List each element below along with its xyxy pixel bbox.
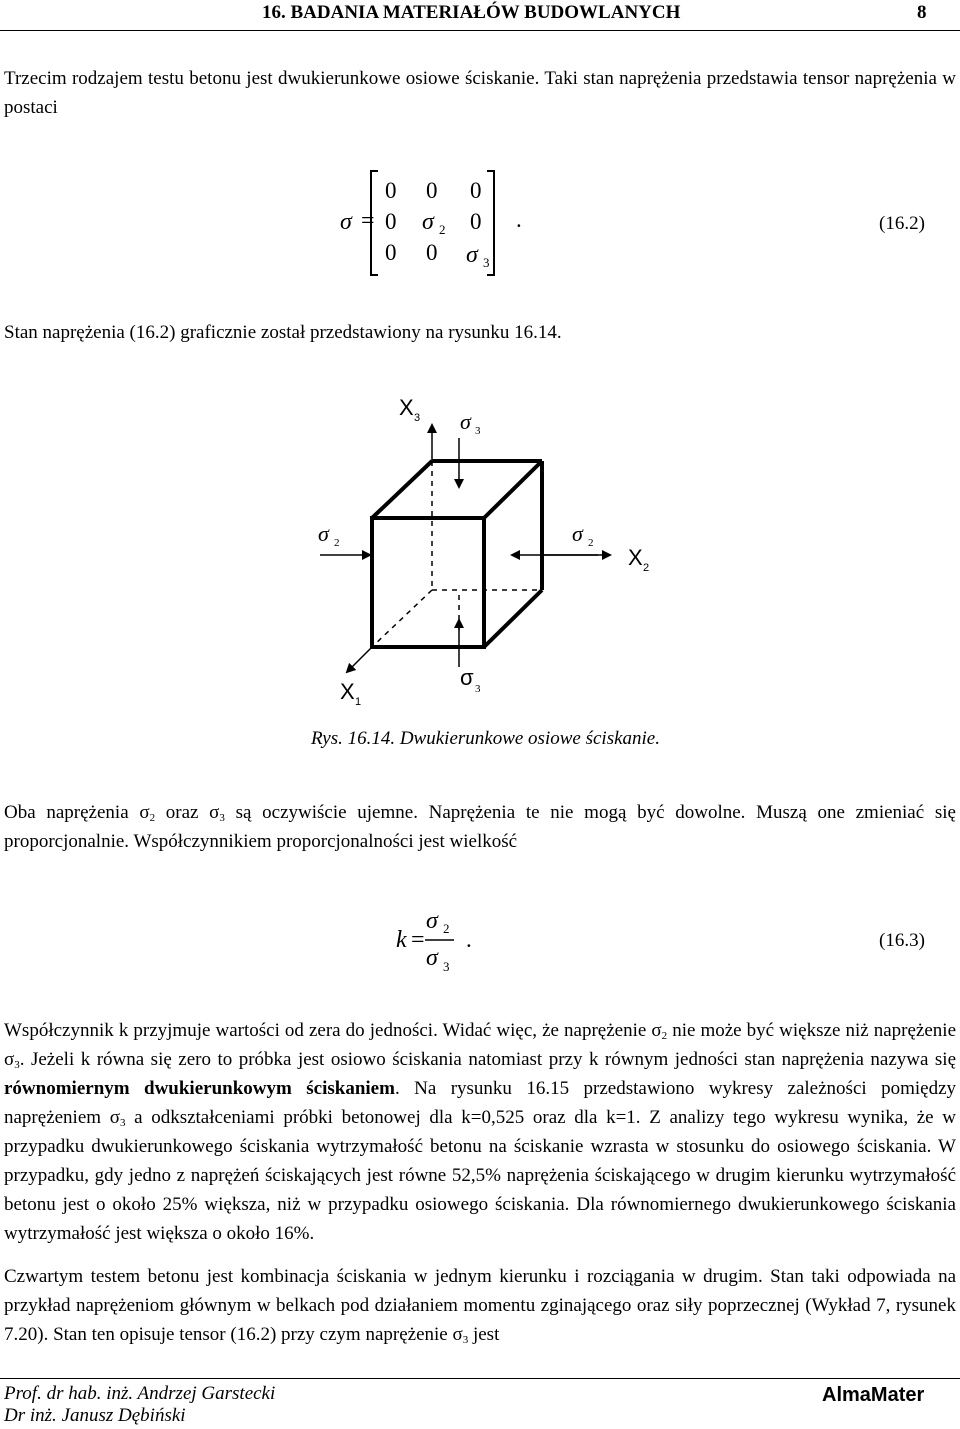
header-rule [0,30,960,31]
axis-x2-subscript: 2 [643,562,650,574]
intro-paragraph: Trzecim rodzajem testu betonu jest dwukierunkowe osiowe ściskanie. Taki stan naprężenia przedstawia tensor naprężenia w postaci [4,68,956,118]
k-lhs: k [396,927,407,953]
cube-front-face [372,518,484,647]
cube-visible-edges [372,461,542,647]
sigma2-left-subscript: 2 [334,537,340,549]
axis-x2-label: X [628,545,643,570]
chapter-title: 16. BADANIA MATERIAŁÓW BUDOWLANYCH [262,2,681,23]
footer-author-1: Prof. dr hab. inż. Andrzej Garstecki [4,1383,276,1404]
axis-x1 [347,647,372,672]
matrix-cell: 0 [426,240,438,265]
sigma3-top-label: σ [460,409,471,434]
subscript: 2 [439,222,446,237]
k-equation [390,905,530,985]
denominator-sigma: σ [426,945,438,971]
tensor-equation [330,168,530,280]
footer-rule [0,1378,960,1379]
sigma2-right-subscript: 2 [588,537,594,549]
sigma3-top-subscript: 3 [475,425,481,437]
equation-number: (16.3) [879,930,925,951]
axis-x1-label: X [340,679,355,704]
czwartym-paragraph: Czwartym testem betonu jest kombinacja ściskania w jednym kierunku i rozciągania w drugim. Stan taki odpowiada na przykład naprężeniom głównym w belkach pod działaniem momentu zginającego oraz siły poprzecznej (Wykład 7, rysunek 7.20). Stan ten opisuje tensor (16.2) przy czym naprężenie $\sigma_3$ jest [4,1266,956,1346]
equation-number: (16.2) [879,213,925,234]
equals-sign: = [361,208,375,234]
matrix-cell: 0 [385,240,397,265]
numerator-sigma: σ [426,908,438,934]
page-number: 8 [917,2,927,23]
hidden-edges [372,461,542,647]
footer-brand: AlmaMater [822,1384,925,1406]
cube-stress-diagram [300,385,660,715]
matrix-cell: 0 [385,209,397,234]
matrix-cell-sigma2: σ [422,209,434,235]
equation-period: . [516,207,522,232]
numerator-subscript: 2 [443,921,450,936]
matrix-cell-sigma3: σ [466,242,478,268]
subscript: 3 [483,255,490,270]
matrix-cell: 0 [385,178,397,203]
axis-x1-subscript: 1 [355,696,362,708]
equation-period: . [466,927,472,952]
equals-sign: = [411,927,425,953]
sigma3-bottom-subscript: 3 [475,683,481,695]
denominator-subscript: 3 [443,959,450,974]
figure-caption: Rys. 16.14. Dwukierunkowe osiowe ściskanie. [311,728,660,749]
sigma-lhs: σ [340,209,352,235]
oba-paragraph: Oba naprężenia $\sigma_2$ oraz $\sigma_3$ są oczywiście ujemne. Naprężenia te nie mogą być dowolne. Muszą one zmieniać się proporcjonalnie. Współczynnikiem proporcjonalności jest wielkość [4,802,956,852]
k-paragraph: Współczynnik k przyjmuje wartości od zera do jedności. Widać więc, że naprężenie $\sigma_2$ nie może być większe niż naprężenie $\sigma_3$. Jeżeli k równa się zero to próbka jest osiowo ściskania natomiast przy k równym jedności stan naprężenia nazywa się równomiernym dwukierunkowym ściskaniem. Na rysunku 16.15 przedstawiono wykresy zależności pomiędzy naprężeniem $\sigma_3$ a odkształceniami próbki betonowej dla k=0,525 oraz dla k=1. Z analizy tego wykresu wynika, że w przypadku dwukierunkowego ściskania wytrzymałość betonu na ściskanie wzrasta w stosunku do osiowego ściskania. W przypadku, gdy jedno z naprężeń ściskających jest równe 52,5% naprężenia ściskającego w drugim kierunku wytrzymałość betonu jest o około 25% większa, niż w przypadku osiowego ściskania. Dla równomiernego dwukierunkowego ściskania wytrzymałość jest większa o około 16%. [4,1020,957,1244]
matrix-cell: 0 [470,209,482,234]
matrix-cell: 0 [426,178,438,203]
axis-x3-label: X [399,395,414,420]
axis-x3-subscript: 3 [414,412,421,424]
sigma2-left-label: σ [318,521,329,546]
footer-author-2: Dr inż. Janusz Dębiński [4,1405,186,1426]
state-paragraph: Stan naprężenia (16.2) graficznie został przedstawiony na rysunku 16.14. [4,322,562,343]
sigma2-right-label: σ [572,521,583,546]
sigma3-bottom-label: σ [460,665,474,690]
matrix-cell: 0 [470,178,482,203]
